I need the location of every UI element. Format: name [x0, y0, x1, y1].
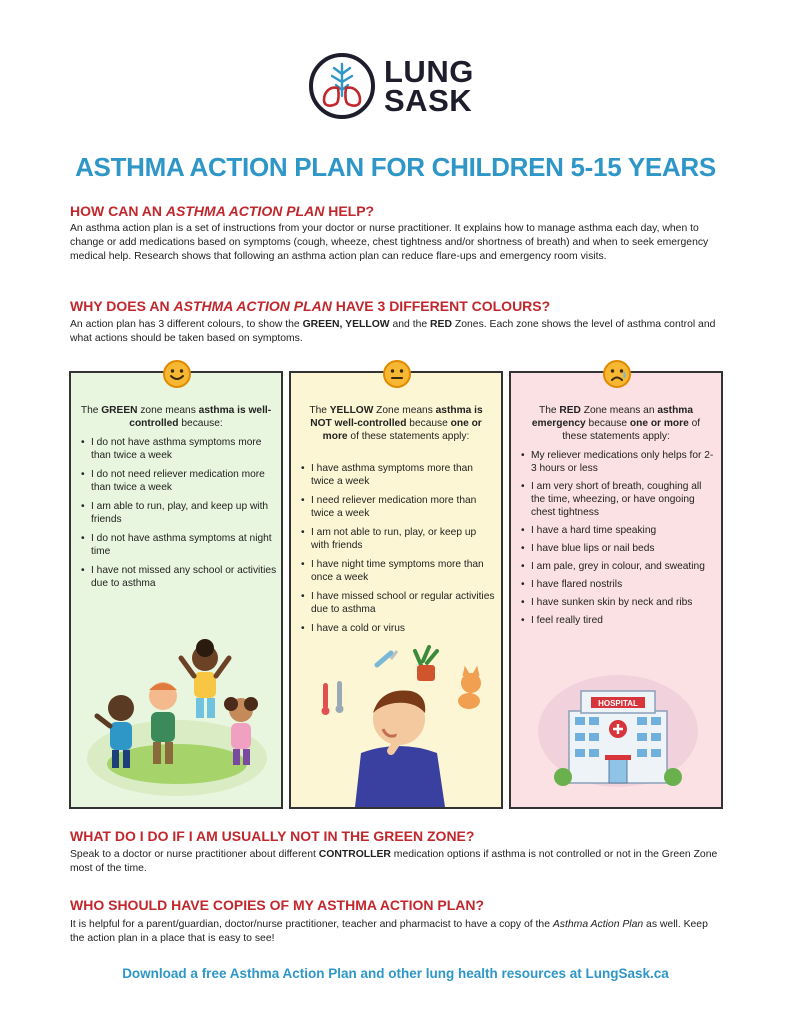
body-text: medication options if asthma is not controlled or not in the Green Zone most of the time.	[70, 849, 718, 874]
intro-text: The	[80, 405, 102, 416]
heading-text: HOW CAN AN	[70, 203, 166, 219]
intro-bold: GREEN	[101, 405, 138, 416]
intro-bold: asthma is NOT well-controlled	[310, 405, 483, 429]
list-item: • I am not able to run, play, or keep up with friends	[301, 526, 497, 552]
list-item: • I feel really tired	[521, 614, 717, 627]
yellow-zone-list	[301, 462, 497, 641]
list-item: • I have missed school or regular activities due to asthma	[301, 590, 497, 616]
intro-text: because	[585, 418, 630, 429]
list-item: • I have blue lips or nail beds	[521, 542, 717, 555]
section-heading-three-colours	[70, 298, 550, 314]
body-text: Speak to a doctor or nurse practitioner about different	[70, 849, 319, 860]
body-text: Zones. Each zone shows the level of asthma control and what actions should be taken based on symptoms.	[70, 319, 716, 344]
body-emphasis: Asthma Action Plan	[552, 919, 644, 930]
section-body-how-can-plan-help: An asthma action plan is a set of instructions from your doctor or nurse practitioner. It explains how to manage asthma each day, when to change or add medications based on symptoms (cough, wheeze, chest tightness and/or shortness of breath) and when to seek emergency medical help. Research shows that following an asthma action plan can reduce flare-ups and emergency room visits.	[70, 223, 709, 262]
intro-text: of these statements apply:	[562, 418, 701, 442]
worried-face-icon	[602, 359, 632, 389]
hospital-illustration	[535, 673, 701, 791]
intro-text: zone means	[137, 405, 199, 416]
intro-text: The	[538, 405, 560, 416]
intro-text: Zone means	[373, 405, 436, 416]
list-item: • I have a cold or virus	[301, 622, 497, 635]
green-label: GREEN	[302, 319, 340, 330]
logo-line-2: SASK	[384, 83, 473, 118]
list-item: • I need reliever medication more than twice a week	[301, 494, 497, 520]
section-heading-not-in-green-zone: WHAT DO I DO IF I AM USUALLY NOT IN THE GREEN ZONE?	[70, 828, 475, 844]
red-zone-panel	[509, 371, 723, 809]
intro-bold: asthma emergency	[531, 405, 694, 429]
intro-text: of these statements apply:	[347, 431, 470, 442]
green-zone-intro	[79, 404, 273, 430]
list-item: • My reliever medications only helps for 2-3 hours or less	[521, 449, 717, 475]
intro-bold: one or more	[629, 418, 689, 429]
heading-text: WHY DOES AN	[70, 298, 174, 314]
controller-label: CONTROLLER	[318, 849, 391, 860]
red-zone-intro	[519, 404, 713, 443]
section-body-not-in-green-zone	[70, 848, 725, 876]
intro-bold: asthma is well-controlled	[129, 405, 272, 429]
body-text: It is helpful for a parent/guardian, doctor/nurse practitioner, teacher and pharmacist to have a copy of the	[70, 919, 553, 930]
green-zone-list	[81, 436, 277, 596]
list-item: • I do not need reliever medication more than twice a week	[81, 468, 277, 494]
intro-text: The	[309, 405, 330, 416]
list-item: • I have flared nostrils	[521, 578, 717, 591]
section-body-three-colours	[70, 318, 725, 346]
page-title: ASTHMA ACTION PLAN FOR CHILDREN 5-15 YEARS	[75, 152, 716, 182]
intro-text: because:	[178, 418, 223, 429]
heading-text: HELP?	[324, 203, 375, 219]
intro-bold: RED	[559, 405, 581, 416]
intro-text: because	[406, 418, 451, 429]
list-item: • I have not missed any school or activities due to asthma	[81, 564, 277, 590]
intro-bold: YELLOW	[329, 405, 374, 416]
red-zone-list	[521, 449, 717, 632]
body-text: An action plan has 3 different colours, to show the	[70, 319, 303, 330]
list-item: • I do not have asthma symptoms at night time	[81, 532, 277, 558]
happy-face-icon	[162, 359, 192, 389]
download-footer-link[interactable]: Download a free Asthma Action Plan and other lung health resources at LungSask.ca	[122, 966, 669, 981]
yellow-zone-intro	[299, 404, 493, 443]
lungs-icon	[308, 52, 376, 120]
body-text: as well. Keep the action plan in a place that is easy to see!	[70, 919, 708, 944]
yellow-label: YELLOW	[345, 319, 390, 330]
body-text: ,	[339, 319, 346, 330]
list-item: • I do not have asthma symptoms more than twice a week	[81, 436, 277, 462]
yellow-zone-panel	[289, 371, 503, 809]
heading-emphasis: ASTHMA ACTION PLAN	[173, 298, 332, 314]
coughing-child-illustration	[311, 643, 491, 807]
list-item: • I have a hard time speaking	[521, 524, 717, 537]
section-heading-who-should-have-copies: WHO SHOULD HAVE COPIES OF MY ASTHMA ACTION PLAN?	[70, 897, 485, 913]
list-item: • I am able to run, play, and keep up with friends	[81, 500, 277, 526]
list-item: • I have asthma symptoms more than twice a week	[301, 462, 497, 488]
heading-text: HAVE 3 DIFFERENT COLOURS?	[331, 298, 551, 314]
hospital-sign: HOSPITAL	[598, 699, 638, 708]
green-zone-panel	[69, 371, 283, 809]
list-item: • I am pale, grey in colour, and sweating	[521, 560, 717, 573]
lung-sask-logo	[308, 50, 488, 122]
intro-bold: one or more	[322, 418, 482, 442]
logo-line-1: LUNG	[384, 54, 474, 89]
children-playing-illustration	[81, 628, 273, 800]
section-body-who-should-have-copies	[70, 918, 725, 946]
list-item: • I am very short of breath, coughing all the time, wheezing, or have ongoing chest tightness	[521, 480, 717, 519]
list-item: • I have night time symptoms more than once a week	[301, 558, 497, 584]
list-item: • I have sunken skin by neck and ribs	[521, 596, 717, 609]
red-label: RED	[430, 319, 452, 330]
intro-text: Zone means an	[580, 405, 658, 416]
heading-emphasis: ASTHMA ACTION PLAN	[165, 203, 325, 219]
section-heading-how-can-plan-help	[70, 203, 374, 219]
neutral-face-icon	[382, 359, 412, 389]
body-text: and the	[389, 319, 431, 330]
